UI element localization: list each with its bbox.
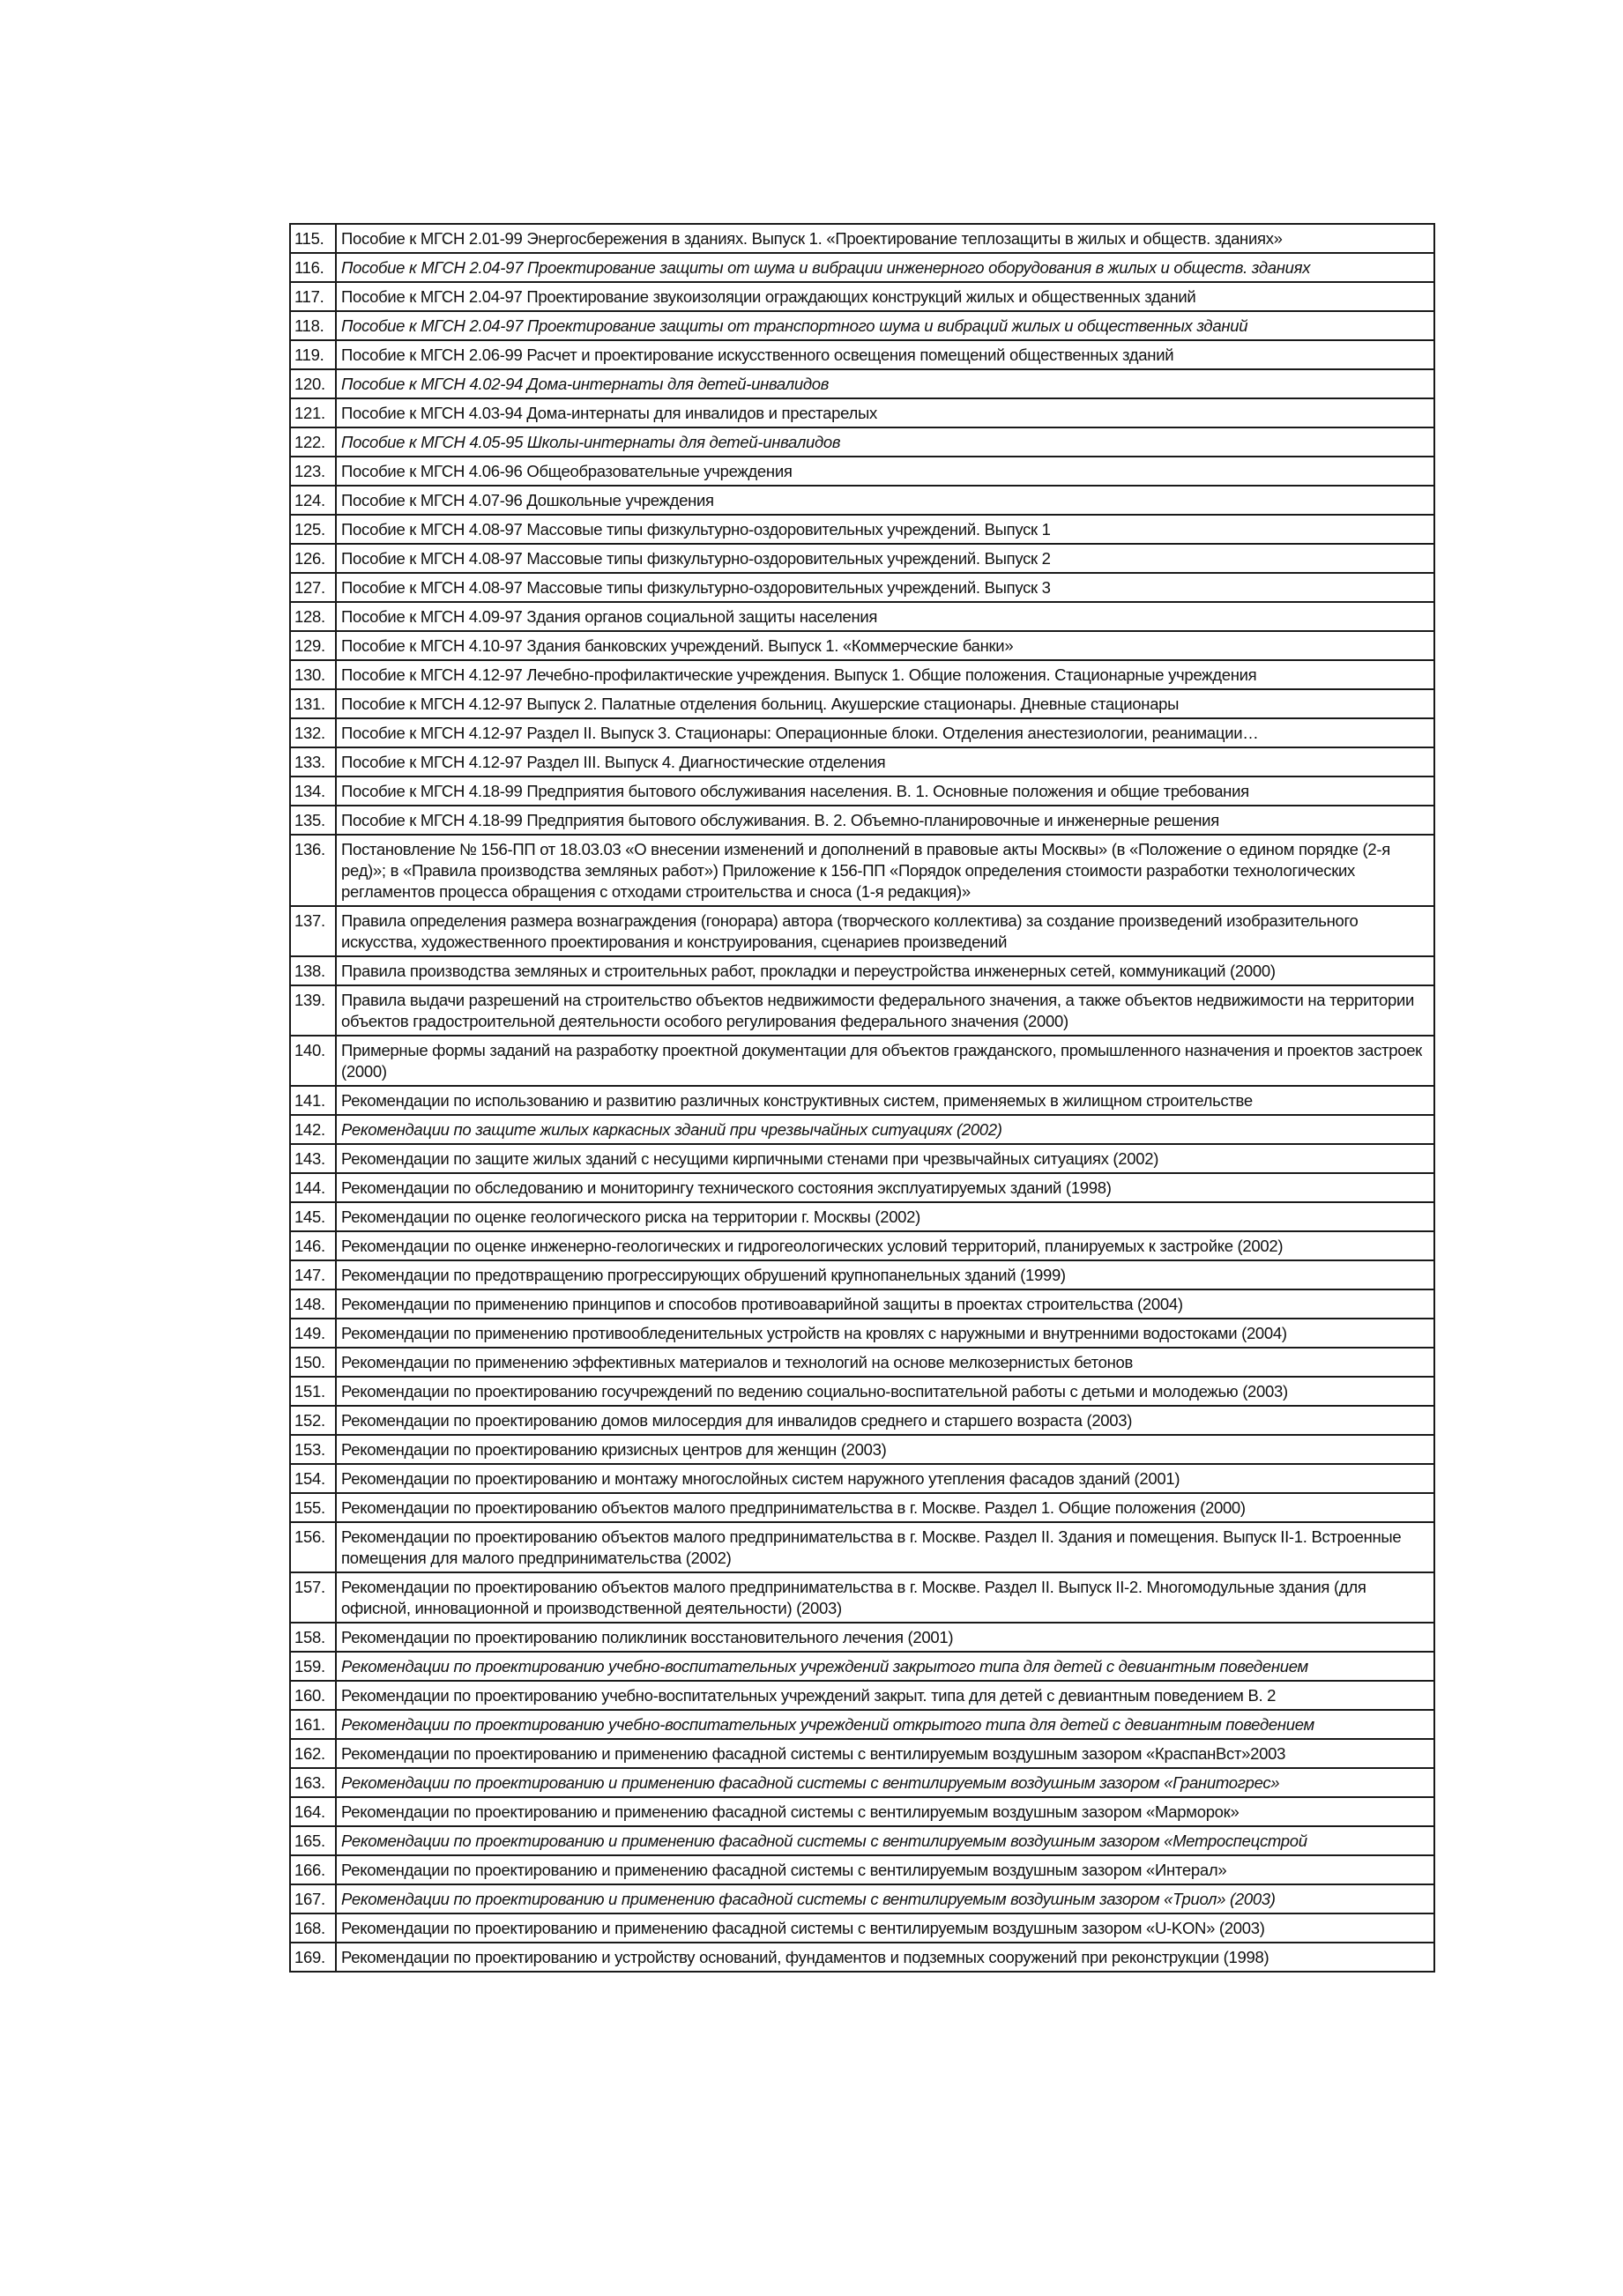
row-number: 162. bbox=[290, 1739, 336, 1768]
table-row bbox=[290, 1202, 1434, 1231]
row-number: 131. bbox=[290, 689, 336, 718]
row-number: 155. bbox=[290, 1493, 336, 1522]
row-number: 153. bbox=[290, 1435, 336, 1464]
table-row bbox=[290, 1652, 1434, 1681]
row-title: Рекомендации по проектированию домов милосердия для инвалидов среднего и старшего возраста (2003) bbox=[336, 1406, 1434, 1435]
row-number: 152. bbox=[290, 1406, 336, 1435]
row-title: Пособие к МГСН 4.12-97 Раздел III. Выпуск 4. Диагностические отделения bbox=[336, 747, 1434, 776]
table-row bbox=[290, 1086, 1434, 1115]
row-title: Пособие к МГСН 4.08-97 Массовые типы физкультурно-оздоровительных учреждений. Выпуск 3 bbox=[336, 573, 1434, 602]
table-row bbox=[290, 1260, 1434, 1289]
row-title: Рекомендации по применению принципов и способов противоаварийной защиты в проектах строительства (2004) bbox=[336, 1289, 1434, 1319]
row-number: 119. bbox=[290, 340, 336, 369]
row-number: 151. bbox=[290, 1377, 336, 1406]
document-list-table bbox=[289, 223, 1435, 1973]
table-row bbox=[290, 1036, 1434, 1086]
row-number: 149. bbox=[290, 1319, 336, 1348]
row-number: 144. bbox=[290, 1173, 336, 1202]
table-row bbox=[290, 631, 1434, 660]
row-title: Примерные формы заданий на разработку проектной документации для объектов гражданского, промышленного назначения и проектов застроек (2000) bbox=[336, 1036, 1434, 1086]
row-title: Пособие к МГСН 4.06-96 Общеобразовательные учреждения bbox=[336, 457, 1434, 486]
row-title: Пособие к МГСН 4.09-97 Здания органов социальной защиты населения bbox=[336, 602, 1434, 631]
table-row bbox=[290, 573, 1434, 602]
table-row bbox=[290, 1522, 1434, 1572]
row-number: 146. bbox=[290, 1231, 336, 1260]
row-title: Пособие к МГСН 4.12-97 Раздел II. Выпуск 3. Стационары: Операционные блоки. Отделения анестезиологии, реанимации… bbox=[336, 718, 1434, 747]
row-number: 154. bbox=[290, 1464, 336, 1493]
row-number: 148. bbox=[290, 1289, 336, 1319]
table-row bbox=[290, 1348, 1434, 1377]
table-row bbox=[290, 224, 1434, 253]
row-title: Рекомендации по проектированию госучреждений по ведению социально-воспитательной работы с детьми и молодежью (2003) bbox=[336, 1377, 1434, 1406]
row-number: 132. bbox=[290, 718, 336, 747]
table-row bbox=[290, 747, 1434, 776]
row-title: Пособие к МГСН 2.04-97 Проектирование защиты от транспортного шума и вибраций жилых и общественных зданий bbox=[336, 311, 1434, 340]
row-number: 122. bbox=[290, 427, 336, 457]
table-row bbox=[290, 776, 1434, 806]
row-title: Рекомендации по проектированию учебно-воспитательных учреждений открытого типа для детей с девиантным поведением bbox=[336, 1710, 1434, 1739]
table-row bbox=[290, 956, 1434, 985]
row-title: Постановление № 156-ПП от 18.03.03 «О внесении изменений и дополнений в правовые акты Москвы» (в «Положение о едином порядке (2-я ред)»; в «Правила производства земляных работ») Приложение к 156-ПП «Порядок определения стоимости разработки технологических регламентов процесса обращения с отходами строительства и сноса (1-я редакция)» bbox=[336, 835, 1434, 906]
table-row bbox=[290, 457, 1434, 486]
table-row bbox=[290, 369, 1434, 398]
row-title: Рекомендации по оценке геологического риска на территории г. Москвы (2002) bbox=[336, 1202, 1434, 1231]
row-number: 137. bbox=[290, 906, 336, 956]
row-number: 139. bbox=[290, 985, 336, 1036]
row-number: 138. bbox=[290, 956, 336, 985]
table-row bbox=[290, 427, 1434, 457]
row-title: Рекомендации по проектированию и применению фасадной системы с вентилируемым воздушным зазором «Гранитогрес» bbox=[336, 1768, 1434, 1797]
row-number: 157. bbox=[290, 1572, 336, 1623]
table-row bbox=[290, 1623, 1434, 1652]
row-title: Пособие к МГСН 4.05-95 Школы-интернаты для детей-инвалидов bbox=[336, 427, 1434, 457]
row-title: Пособие к МГСН 4.18-99 Предприятия бытового обслуживания населения. В. 1. Основные положения и общие требования bbox=[336, 776, 1434, 806]
table-row bbox=[290, 1319, 1434, 1348]
table-row bbox=[290, 544, 1434, 573]
row-title: Пособие к МГСН 2.04-97 Проектирование защиты от шума и вибрации инженерного оборудования в жилых и обществ. зданиях bbox=[336, 253, 1434, 282]
row-number: 133. bbox=[290, 747, 336, 776]
row-number: 150. bbox=[290, 1348, 336, 1377]
row-title: Рекомендации по проектированию объектов малого предпринимательства в г. Москве. Раздел 1. Общие положения (2000) bbox=[336, 1493, 1434, 1522]
row-number: 129. bbox=[290, 631, 336, 660]
table-row bbox=[290, 718, 1434, 747]
row-title: Пособие к МГСН 4.12-97 Выпуск 2. Палатные отделения больниц. Акушерские стационары. Дневные стационары bbox=[336, 689, 1434, 718]
row-title: Рекомендации по применению противообледенительных устройств на кровлях с наружными и внутренними водостоками (2004) bbox=[336, 1319, 1434, 1348]
row-title: Рекомендации по проектированию кризисных центров для женщин (2003) bbox=[336, 1435, 1434, 1464]
table-row bbox=[290, 1173, 1434, 1202]
row-title: Рекомендации по использованию и развитию различных конструктивных систем, применяемых в жилищном строительстве bbox=[336, 1086, 1434, 1115]
table-row bbox=[290, 689, 1434, 718]
row-number: 160. bbox=[290, 1681, 336, 1710]
row-number: 165. bbox=[290, 1826, 336, 1855]
row-title: Пособие к МГСН 2.06-99 Расчет и проектирование искусственного освещения помещений общественных зданий bbox=[336, 340, 1434, 369]
table-row bbox=[290, 660, 1434, 689]
row-title: Рекомендации по проектированию и применению фасадной системы с вентилируемым воздушным зазором «Метроспецстрой bbox=[336, 1826, 1434, 1855]
table-row bbox=[290, 1768, 1434, 1797]
table-row bbox=[290, 1826, 1434, 1855]
row-number: 142. bbox=[290, 1115, 336, 1144]
row-title: Рекомендации по защите жилых зданий с несущими кирпичными стенами при чрезвычайных ситуациях (2002) bbox=[336, 1144, 1434, 1173]
table-body bbox=[290, 224, 1434, 1972]
row-title: Рекомендации по проектированию и устройству оснований, фундаментов и подземных сооружений при реконструкции (1998) bbox=[336, 1943, 1434, 1972]
row-title: Правила выдачи разрешений на строительство объектов недвижимости федерального значения, а также объектов недвижимости на территории объектов градостроительной деятельности особого регулирования федерального значения (2000) bbox=[336, 985, 1434, 1036]
row-number: 163. bbox=[290, 1768, 336, 1797]
row-number: 158. bbox=[290, 1623, 336, 1652]
row-title: Пособие к МГСН 2.01-99 Энергосбережения в зданиях. Выпуск 1. «Проектирование теплозащиты в жилых и обществ. зданиях» bbox=[336, 224, 1434, 253]
row-number: 118. bbox=[290, 311, 336, 340]
row-title: Пособие к МГСН 4.18-99 Предприятия бытового обслуживания. В. 2. Объемно-планировочные и инженерные решения bbox=[336, 806, 1434, 835]
row-title: Пособие к МГСН 4.02-94 Дома-интернаты для детей-инвалидов bbox=[336, 369, 1434, 398]
row-number: 159. bbox=[290, 1652, 336, 1681]
row-title: Рекомендации по проектированию объектов малого предпринимательства в г. Москве. Раздел II. Выпуск II-2. Многомодульные здания (для офисной, инновационной и производственной деятельности) (2003) bbox=[336, 1572, 1434, 1623]
table-row bbox=[290, 1855, 1434, 1884]
table-row bbox=[290, 253, 1434, 282]
table-row bbox=[290, 486, 1434, 515]
row-title: Правила производства земляных и строительных работ, прокладки и переустройства инженерных сетей, коммуникаций (2000) bbox=[336, 956, 1434, 985]
row-number: 164. bbox=[290, 1797, 336, 1826]
row-number: 127. bbox=[290, 573, 336, 602]
row-title: Пособие к МГСН 4.10-97 Здания банковских учреждений. Выпуск 1. «Коммерческие банки» bbox=[336, 631, 1434, 660]
table-row bbox=[290, 1493, 1434, 1522]
table-row bbox=[290, 602, 1434, 631]
row-number: 145. bbox=[290, 1202, 336, 1231]
row-number: 135. bbox=[290, 806, 336, 835]
table-row bbox=[290, 906, 1434, 956]
row-title: Рекомендации по проектированию и применению фасадной системы с вентилируемым воздушным зазором «Триол» (2003) bbox=[336, 1884, 1434, 1913]
row-number: 143. bbox=[290, 1144, 336, 1173]
row-number: 125. bbox=[290, 515, 336, 544]
table-row bbox=[290, 1289, 1434, 1319]
table-row bbox=[290, 1681, 1434, 1710]
row-number: 140. bbox=[290, 1036, 336, 1086]
row-number: 124. bbox=[290, 486, 336, 515]
table-row bbox=[290, 311, 1434, 340]
row-number: 167. bbox=[290, 1884, 336, 1913]
table-row bbox=[290, 1884, 1434, 1913]
row-number: 134. bbox=[290, 776, 336, 806]
row-title: Рекомендации по предотвращению прогрессирующих обрушений крупнопанельных зданий (1999) bbox=[336, 1260, 1434, 1289]
row-number: 128. bbox=[290, 602, 336, 631]
row-title: Рекомендации по проектированию учебно-воспитательных учреждений закрыт. типа для детей с девиантным поведением В. 2 bbox=[336, 1681, 1434, 1710]
row-number: 168. bbox=[290, 1913, 336, 1943]
table-row bbox=[290, 1572, 1434, 1623]
table-row bbox=[290, 282, 1434, 311]
row-number: 147. bbox=[290, 1260, 336, 1289]
row-number: 126. bbox=[290, 544, 336, 573]
row-number: 161. bbox=[290, 1710, 336, 1739]
table-row bbox=[290, 806, 1434, 835]
row-number: 120. bbox=[290, 369, 336, 398]
table-row bbox=[290, 1144, 1434, 1173]
row-title: Рекомендации по проектированию и применению фасадной системы с вентилируемым воздушным зазором «Марморок» bbox=[336, 1797, 1434, 1826]
table-row bbox=[290, 1464, 1434, 1493]
row-title: Рекомендации по оценке инженерно-геологических и гидрогеологических условий территорий, планируемых к застройке (2002) bbox=[336, 1231, 1434, 1260]
row-title: Рекомендации по проектированию поликлиник восстановительного лечения (2001) bbox=[336, 1623, 1434, 1652]
row-number: 130. bbox=[290, 660, 336, 689]
row-title: Рекомендации по обследованию и мониторингу технического состояния эксплуатируемых зданий (1998) bbox=[336, 1173, 1434, 1202]
table-row bbox=[290, 1943, 1434, 1972]
row-title: Рекомендации по проектированию и применению фасадной системы с вентилируемым воздушным зазором «КраспанВст»2003 bbox=[336, 1739, 1434, 1768]
row-number: 136. bbox=[290, 835, 336, 906]
table-row bbox=[290, 1406, 1434, 1435]
row-title: Правила определения размера вознаграждения (гонорара) автора (творческого коллектива) за создание произведений изобразительного искусства, художественного проектирования и конструирования, сценариев произведений bbox=[336, 906, 1434, 956]
table-row bbox=[290, 985, 1434, 1036]
table-row bbox=[290, 1435, 1434, 1464]
row-number: 115. bbox=[290, 224, 336, 253]
row-number: 123. bbox=[290, 457, 336, 486]
row-title: Пособие к МГСН 4.08-97 Массовые типы физкультурно-оздоровительных учреждений. Выпуск 2 bbox=[336, 544, 1434, 573]
table-row bbox=[290, 1377, 1434, 1406]
table-row bbox=[290, 1913, 1434, 1943]
row-number: 156. bbox=[290, 1522, 336, 1572]
table-row bbox=[290, 1710, 1434, 1739]
row-title: Рекомендации по проектированию и монтажу многослойных систем наружного утепления фасадов зданий (2001) bbox=[336, 1464, 1434, 1493]
table-row bbox=[290, 1739, 1434, 1768]
row-number: 121. bbox=[290, 398, 336, 427]
table-row bbox=[290, 1115, 1434, 1144]
row-title: Пособие к МГСН 4.08-97 Массовые типы физкультурно-оздоровительных учреждений. Выпуск 1 bbox=[336, 515, 1434, 544]
row-title: Рекомендации по проектированию учебно-воспитательных учреждений закрытого типа для детей с девиантным поведением bbox=[336, 1652, 1434, 1681]
table-row bbox=[290, 835, 1434, 906]
table-row bbox=[290, 398, 1434, 427]
row-title: Рекомендации по проектированию и применению фасадной системы с вентилируемым воздушным зазором «U-KON» (2003) bbox=[336, 1913, 1434, 1943]
row-title: Пособие к МГСН 4.12-97 Лечебно-профилактические учреждения. Выпуск 1. Общие положения. Стационарные учреждения bbox=[336, 660, 1434, 689]
row-number: 166. bbox=[290, 1855, 336, 1884]
row-number: 169. bbox=[290, 1943, 336, 1972]
table-row bbox=[290, 515, 1434, 544]
table-row bbox=[290, 1797, 1434, 1826]
row-title: Рекомендации по защите жилых каркасных зданий при чрезвычайных ситуациях (2002) bbox=[336, 1115, 1434, 1144]
row-number: 116. bbox=[290, 253, 336, 282]
row-title: Рекомендации по проектированию объектов малого предпринимательства в г. Москве. Раздел II. Здания и помещения. Выпуск II-1. Встроенные помещения для малого предпринимательства (2002) bbox=[336, 1522, 1434, 1572]
row-title: Рекомендации по применению эффективных материалов и технологий на основе мелкозернистых бетонов bbox=[336, 1348, 1434, 1377]
table-row bbox=[290, 1231, 1434, 1260]
table-row bbox=[290, 340, 1434, 369]
row-title: Рекомендации по проектированию и применению фасадной системы с вентилируемым воздушным зазором «Интерал» bbox=[336, 1855, 1434, 1884]
row-number: 141. bbox=[290, 1086, 336, 1115]
row-title: Пособие к МГСН 2.04-97 Проектирование звукоизоляции ограждающих конструкций жилых и общественных зданий bbox=[336, 282, 1434, 311]
row-title: Пособие к МГСН 4.07-96 Дошкольные учреждения bbox=[336, 486, 1434, 515]
row-title: Пособие к МГСН 4.03-94 Дома-интернаты для инвалидов и престарелых bbox=[336, 398, 1434, 427]
row-number: 117. bbox=[290, 282, 336, 311]
